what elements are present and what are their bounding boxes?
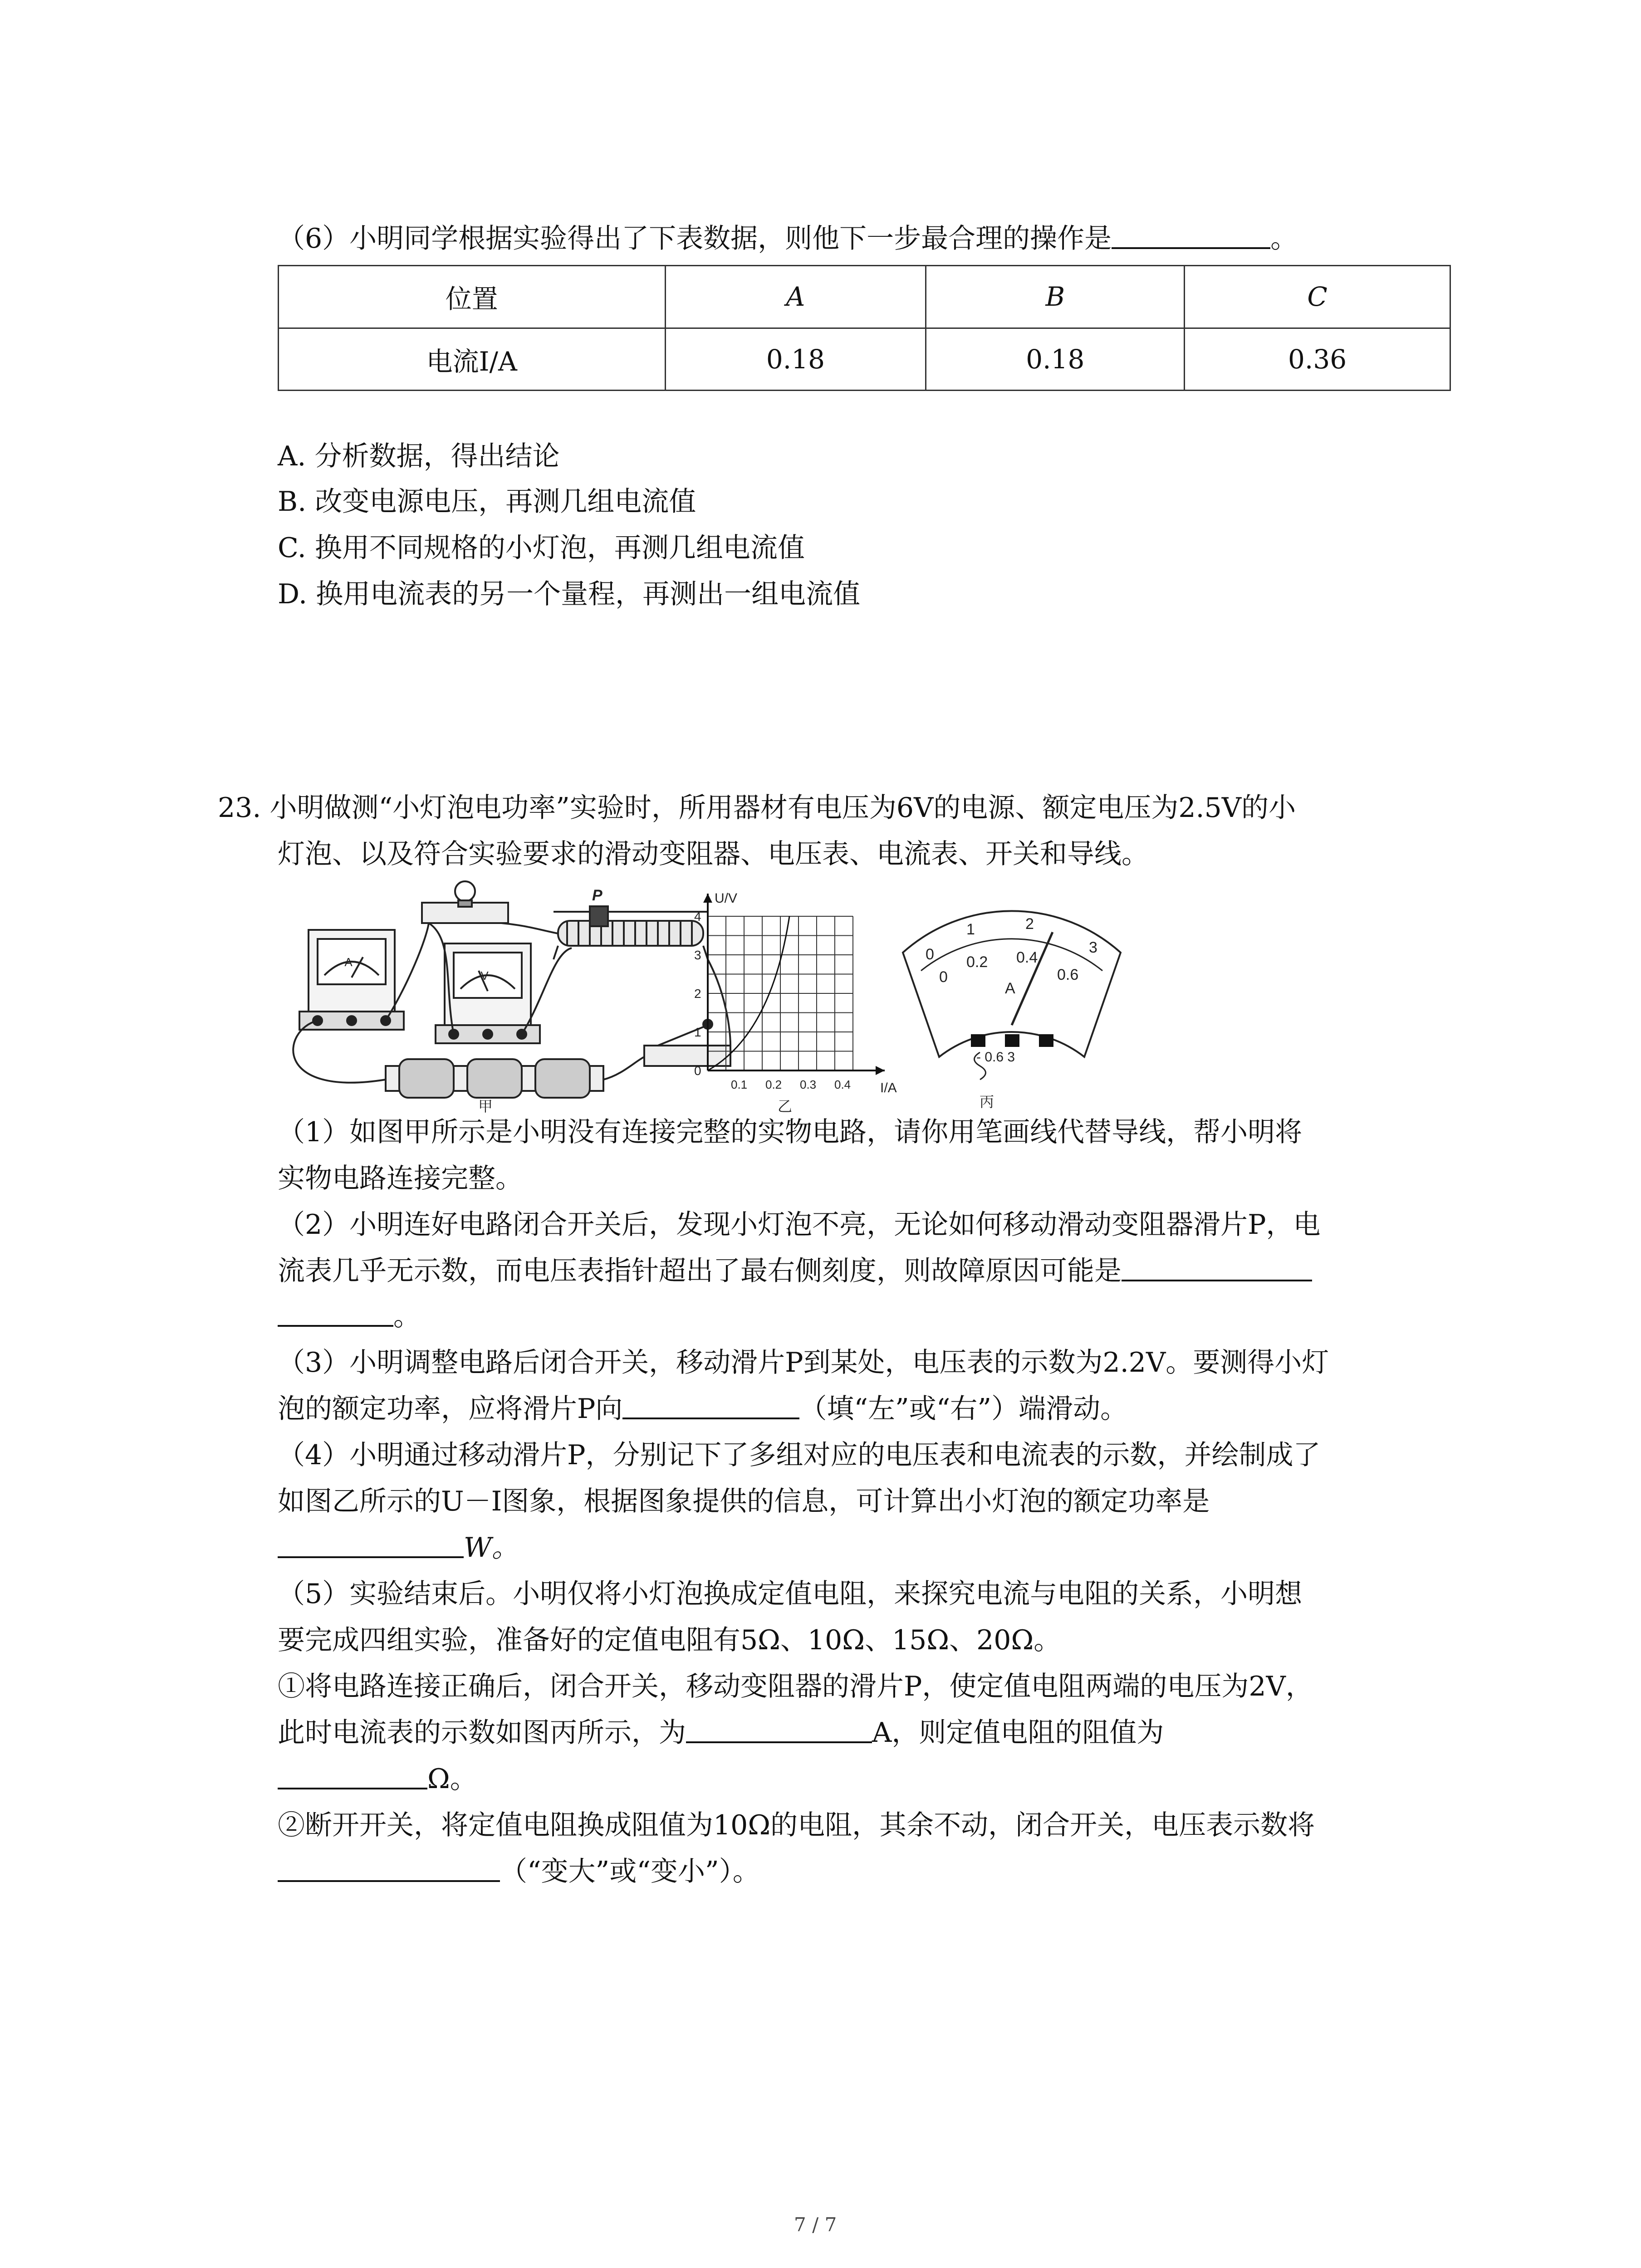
svg-text:2: 2 <box>1025 915 1034 933</box>
ammeter-device <box>299 930 404 1030</box>
q23-part5-line1: （5）实验结束后。小明仅将小灯泡换成定值电阻，来探究电流与电阻的关系，小明想 <box>278 1578 1303 1610</box>
q23-part1-line1: （1）如图甲所示是小明没有连接完整的实物电路，请你用笔画线代替导线，帮小明将 <box>278 1116 1303 1148</box>
q23-part5-line4: 此时电流表的示数如图丙所示，为 A，则定值电阻的阻值为 <box>278 1717 1164 1749</box>
page-number: 7 / 7 <box>794 2214 837 2236</box>
x-tick-label: 0.2 <box>765 1078 782 1091</box>
option-c: C. 换用不同规格的小灯泡，再测几组电流值 <box>278 532 805 564</box>
answer-blank[interactable] <box>278 1856 500 1882</box>
x-tick-label: 0.1 <box>731 1078 748 1091</box>
q22-part6: （6）小明同学根据实验得出了下表数据，则他下一步最合理的操作是 。 <box>278 223 1298 254</box>
svg-text:0.4: 0.4 <box>1016 949 1038 966</box>
bulb <box>422 881 508 923</box>
q23-part5-line5: Ω。 <box>278 1763 477 1795</box>
svg-text:1: 1 <box>966 921 975 938</box>
rheostat <box>554 906 708 959</box>
answer-blank[interactable] <box>278 1532 464 1558</box>
q23-part4-line2: 如图乙所示的U－I图象，根据图象提供的信息，可计算出小灯泡的额定功率是 <box>278 1486 1210 1517</box>
answer-blank[interactable] <box>622 1393 799 1419</box>
slider-label-p: P <box>592 887 603 904</box>
origin-label: 0 <box>694 1064 701 1078</box>
y-axis-label: U/V <box>715 891 738 906</box>
y-tick-label: 4 <box>694 909 701 924</box>
y-tick-label: 1 <box>694 1025 701 1039</box>
x-axis-arrow <box>876 1066 885 1075</box>
answer-blank[interactable] <box>278 1300 393 1327</box>
circuit-diagram <box>293 881 730 1098</box>
q23-part5-line3: ①将电路连接正确后，闭合开关，移动变阻器的滑片P，使定值电阻两端的电压为2V， <box>278 1671 1313 1702</box>
q23-part5-line6: ②断开开关，将定值电阻换成阻值为10Ω的电阻，其余不动，闭合开关，电压表示数将 <box>278 1809 1315 1841</box>
option-d: D. 换用电流表的另一个量程，再测出一组电流值 <box>278 578 861 610</box>
option-b: B. 改变电源电压，再测几组电流值 <box>278 486 696 518</box>
x-tick-label: 0.4 <box>834 1078 851 1091</box>
ammeter-terminal-labels: - 0.6 3 <box>976 1050 1015 1065</box>
x-tick-label: 0.3 <box>800 1078 817 1091</box>
svg-text:0: 0 <box>939 968 948 986</box>
ammeter-letter: A <box>344 955 353 969</box>
q23-part2-line1: （2）小明连好电路闭合开关后，发现小灯泡不亮，无论如何移动滑动变阻器滑片P，电 <box>278 1209 1321 1241</box>
q23-part5-line2: 要完成四组实验，准备好的定值电阻有5Ω、10Ω、15Ω、20Ω。 <box>278 1624 1061 1656</box>
svg-text:A: A <box>1005 980 1015 997</box>
svg-text:0.2: 0.2 <box>966 953 988 971</box>
y-axis-arrow <box>703 894 712 903</box>
q23-stem-line1: 23. 小明做测“小灯泡电功率”实验时，所用器材有电压为6V的电源、额定电压为2.5V的小 <box>218 792 1296 824</box>
y-tick-label: 3 <box>694 948 701 962</box>
ammeter-terminals <box>971 1034 1053 1047</box>
figure <box>272 880 1134 1116</box>
q23-part3-line2: 泡的额定功率，应将滑片P向 （填“左”或“右”）端滑动。 <box>278 1393 1128 1425</box>
figure-label-yi: 乙 <box>777 1098 793 1114</box>
q23-part5-line7: （“变大”或“变小”）。 <box>278 1855 760 1888</box>
table-row: 电流I/A 0.18 0.18 0.36 <box>279 328 1450 391</box>
q23-part1-line2: 实物电路连接完整。 <box>278 1163 523 1194</box>
battery-pack <box>386 1059 603 1098</box>
q23-stem-line2: 灯泡、以及符合实验要求的滑动变阻器、电压表、电流表、开关和导线。 <box>278 838 1149 870</box>
option-a: A. 分析数据，得出结论 <box>278 440 560 472</box>
answer-blank[interactable] <box>1122 1255 1312 1281</box>
svg-text:0: 0 <box>926 946 934 963</box>
voltmeter-letter: V <box>480 969 489 982</box>
figure-label-bing: 丙 <box>979 1094 994 1110</box>
y-tick-label: 2 <box>694 987 701 1001</box>
data-table <box>278 265 1451 391</box>
switch <box>644 1020 730 1066</box>
q23-part4-line3: W。 <box>278 1531 519 1564</box>
answer-blank[interactable] <box>278 1763 427 1789</box>
x-axis-label: I/A <box>880 1080 897 1095</box>
q23-part2-line2: 流表几乎无示数，而电压表指针超出了最右侧刻度，则故障原因可能是 <box>278 1255 1312 1287</box>
figure-label-jia: 甲 <box>478 1098 493 1114</box>
table-row: 位置 A B C <box>279 266 1450 328</box>
answer-blank[interactable] <box>686 1717 872 1743</box>
q23-part3-line1: （3）小明调整电路后闭合开关，移动滑片P到某处，电压表的示数为2.2V。要测得小灯 <box>278 1347 1329 1378</box>
q23-part2-line3: 。 <box>278 1300 421 1333</box>
answer-blank[interactable] <box>1112 223 1270 249</box>
q23-part4-line1: （4）小明通过移动滑片P，分别记下了多组对应的电压表和电流表的示数，并绘制成了 <box>278 1439 1321 1471</box>
svg-text:3: 3 <box>1089 939 1097 956</box>
svg-text:0.6: 0.6 <box>1057 966 1079 983</box>
